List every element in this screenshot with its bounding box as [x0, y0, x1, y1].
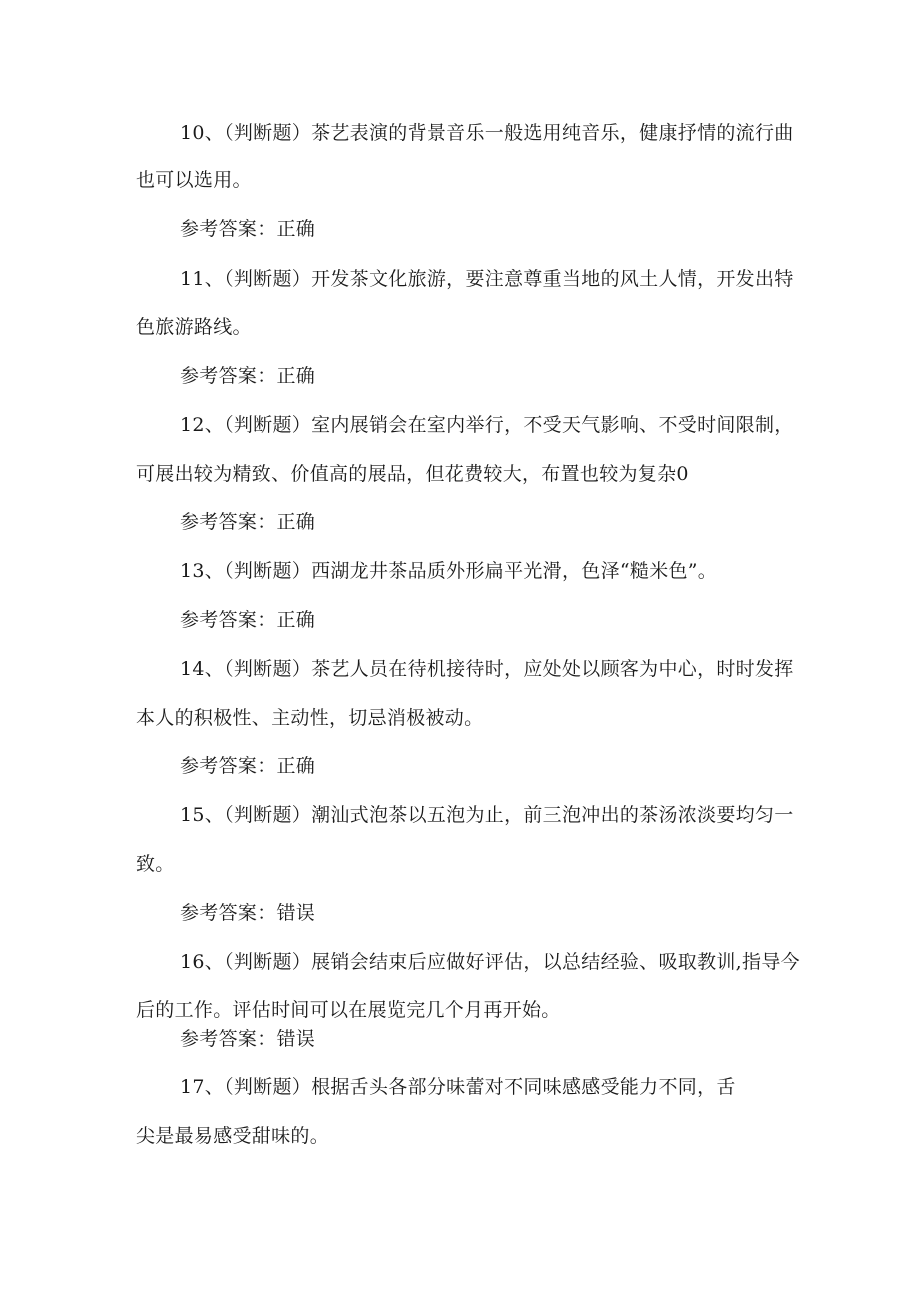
question-16-answer: 参考答案：错误 — [180, 1028, 316, 1050]
question-15-line-1: 15、（判断题）潮汕式泡茶以五泡为止，前三泡冲出的茶汤浓淡要均匀一 — [180, 804, 794, 826]
question-15-answer: 参考答案：错误 — [180, 902, 316, 924]
question-11-line-2: 色旅游路线。 — [136, 316, 252, 338]
question-12-line-1: 12、（判断题）室内展销会在室内举行，不受天气影响、不受时间限制， — [180, 414, 794, 436]
question-13-line-1: 13、（判断题）西湖龙井茶品质外形扁平光滑，色泽“糙米色”。 — [180, 560, 718, 582]
question-10-answer: 参考答案：正确 — [180, 218, 316, 240]
question-10-line-1: 10、（判断题）茶艺表演的背景音乐一般选用纯音乐，健康抒情的流行曲 — [180, 122, 794, 144]
question-16-line-2: 后的工作。评估时间可以在展览完几个月再开始。 — [136, 999, 561, 1021]
question-14-line-2: 本人的积极性、主动性，切忌消极被动。 — [136, 707, 484, 729]
question-14-answer: 参考答案：正确 — [180, 755, 316, 777]
question-14-line-1: 14、（判断题）茶艺人员在待机接待时，应处处以顾客为中心，时时发挥 — [180, 658, 794, 680]
question-16-line-1: 16、（判断题）展销会结束后应做好评估，以总结经验、吸取教训,指导今 — [180, 951, 800, 973]
question-15-line-2: 致。 — [136, 853, 175, 875]
question-10-line-2: 也可以选用。 — [136, 169, 252, 191]
question-11-answer: 参考答案：正确 — [180, 365, 316, 387]
question-13-answer: 参考答案：正确 — [180, 609, 316, 631]
question-12-line-2: 可展出较为精致、价值高的展品，但花费较大，布置也较为复杂0 — [136, 463, 689, 485]
question-11-line-1: 11、（判断题）开发茶文化旅游，要注意尊重当地的风土人情，开发出特 — [180, 268, 794, 290]
question-12-answer: 参考答案：正确 — [180, 511, 316, 533]
question-17-line-2: 尖是最易感受甜味的。 — [136, 1125, 330, 1147]
question-17-line-1: 17、（判断题）根据舌头各部分味蕾对不同味感感受能力不同，舌 — [180, 1076, 736, 1098]
